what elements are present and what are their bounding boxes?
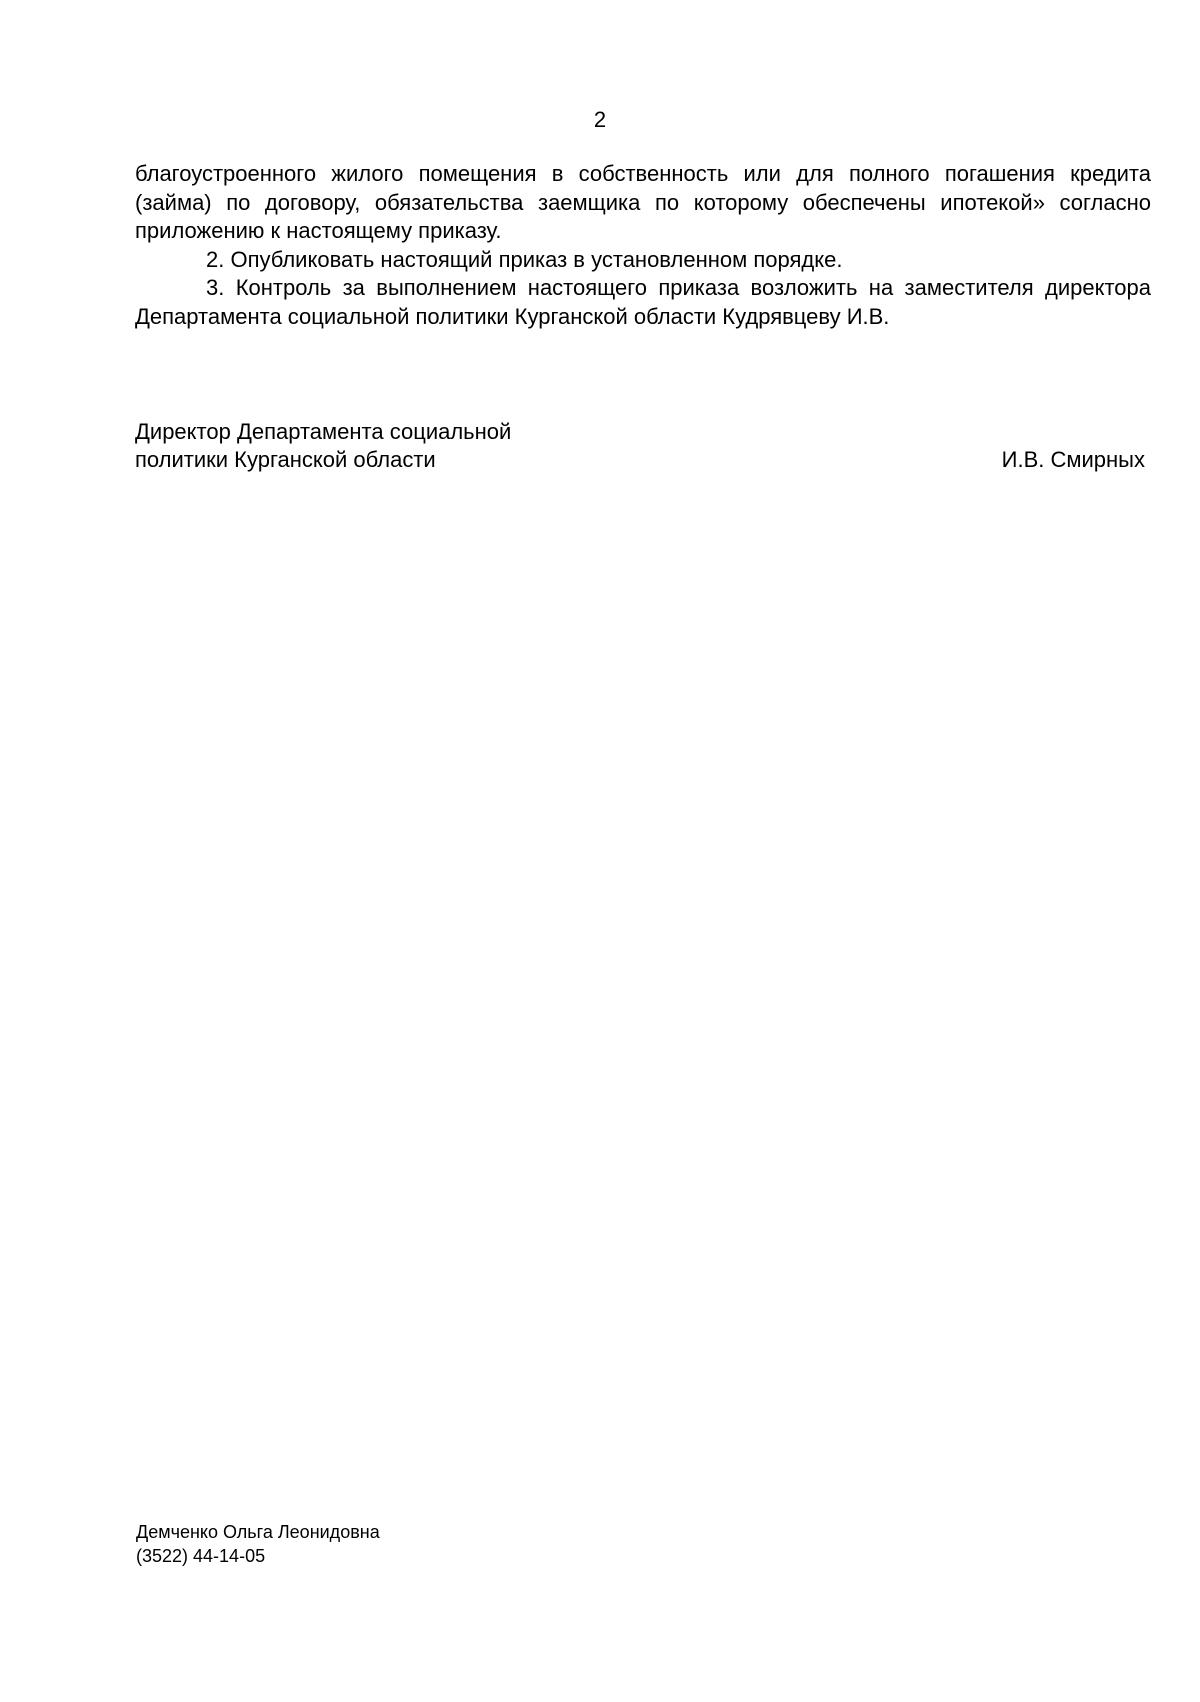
signatory-position-line-2: политики Курганской области: [135, 447, 436, 472]
signature-block: [135, 418, 1145, 474]
paragraph-continuation: благоустроенного жилого помещения в собственность или для полного погашения кредита (займа) по договору, обязательства заемщика по которому обеспечены ипотекой» согласно приложению к настоящему приказу.: [135, 161, 1151, 243]
paragraph-item-2: 2. Опубликовать настоящий приказ в установленном порядке.: [206, 246, 843, 272]
signatory-name: И.В. Смирных: [1001, 447, 1145, 472]
executor-phone: (3522) 44-14-05: [136, 1546, 266, 1566]
paragraph-item-3: 3. Контроль за выполнением настоящего приказа возложить на заместителя директора Департамента социальной политики Курганской области Кудрявцеву И.В.: [135, 275, 1151, 329]
page-number: 2: [593, 107, 607, 132]
executor-info: [136, 1520, 380, 1568]
signatory-position-line-1: Директор Департамента социальной: [135, 419, 512, 444]
executor-name: Демченко Ольга Леонидовна: [136, 1522, 380, 1542]
document-body: [135, 160, 1151, 331]
